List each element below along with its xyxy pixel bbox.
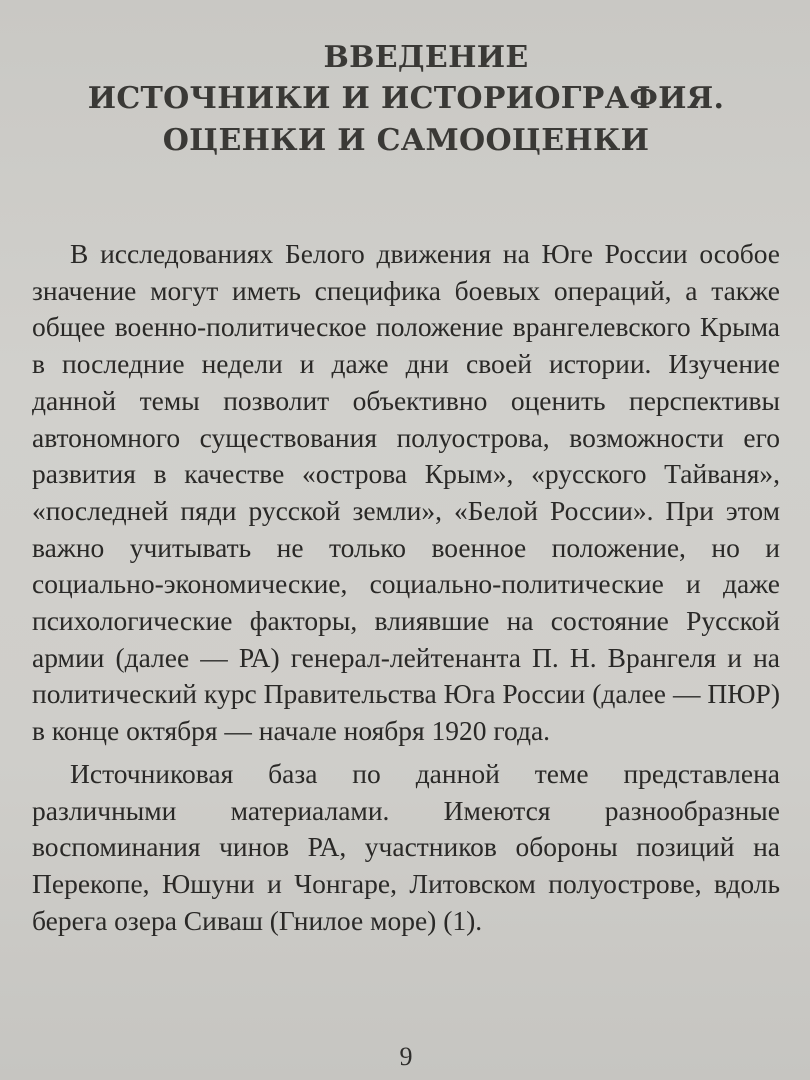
- chapter-title: ВВЕДЕНИЕ: [323, 40, 529, 75]
- chapter-subtitle-line-2: ОЦЕНКИ И САМООЦЕНКИ: [162, 123, 650, 158]
- body-text: [32, 236, 780, 939]
- chapter-heading: [32, 38, 780, 162]
- page-number: 9: [399, 1042, 413, 1071]
- paragraph-2: Источниковая база по данной теме представлена различными материалами. Имеются разнообразные воспоминания чинов РА, участников обороны позиций на Перекопе, Юшуни и Чонгаре, Литовском полуострове, вдоль берега озера Сиваш (Гнилое море) (1).: [32, 757, 780, 936]
- chapter-subtitle-line-1: ИСТОЧНИКИ И ИСТОРИОГРАФИЯ.: [87, 81, 725, 116]
- book-page: [32, 38, 780, 1071]
- paragraph-1: В исследованиях Белого движения на Юге России особое значение могут иметь специфика боевых операций, а также общее военно-политическое положение врангелевского Крыма в последние недели и даже дни своей истории. Изучение данной темы позволит объективно оценить перспективы автономного существования полуострова, возможности его развития в качестве «острова Крым», «русского Тайваня», «последней пяди русской земли», «Белой России». При этом важно учитывать не только военное положение, но и социально-экономические, социально-политические и даже психологические факторы, влиявшие на состояние Русской армии (далее — РА) генерал-лейтенанта П. Н. Врангеля и на политический курс Правительства Юга России (далее — ПЮР) в конце октября — начале ноября 1920 года.: [32, 238, 780, 747]
